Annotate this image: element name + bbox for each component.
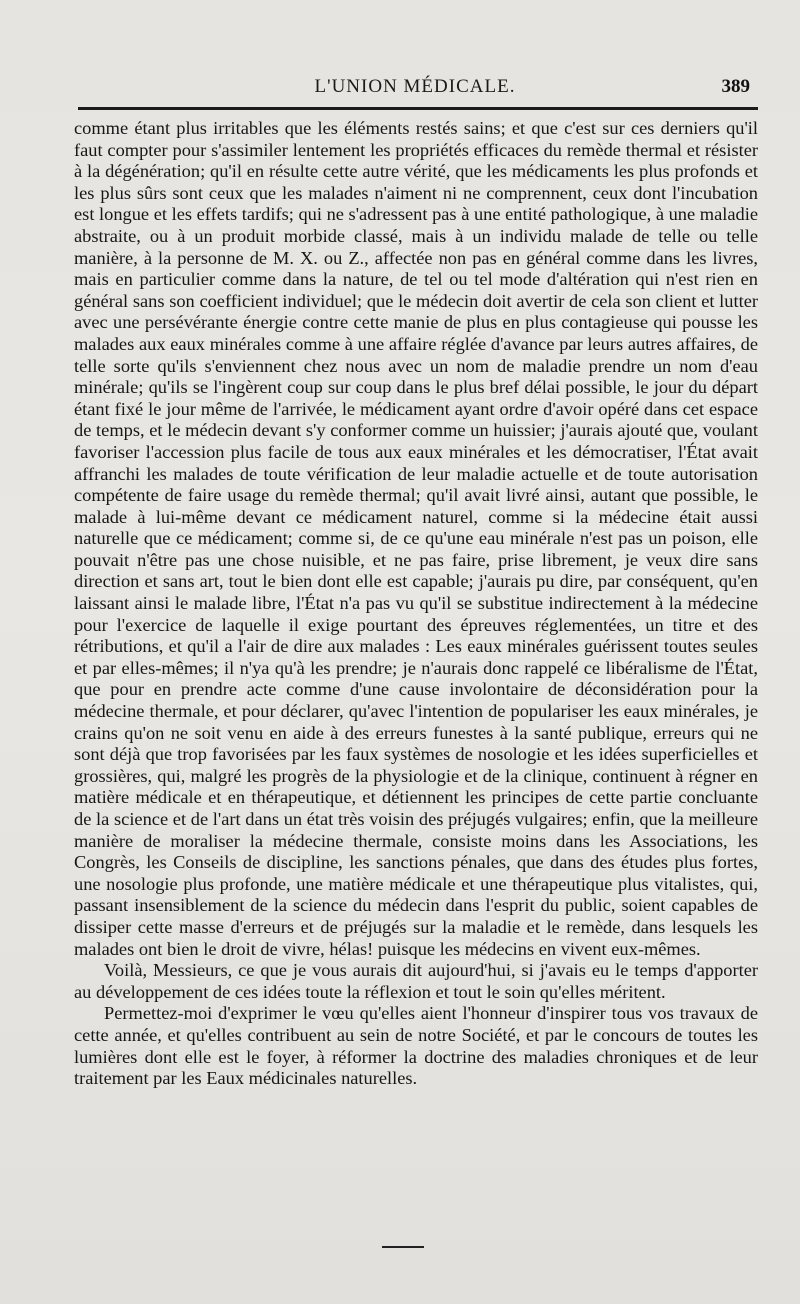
footer-rule <box>382 1246 424 1248</box>
paragraph-1: comme étant plus irritables que les éléments restés sains; et que c'est sur ces derniers qu'il faut compter pour s'assimiler lentement les propriétés efficaces du remède thermal et résister à la dégénération; qu'il en résulte cette autre vérité, que les médicaments les plus profonds et les plus sûrs sont ceux que les malades n'aiment ni ne comprennent, ceux dont l'incubation est longue et les effets tardifs; qui ne s'adressent pas à une entité pathologique, à une maladie abstraite, ou à un produit morbide classé, mais à un individu malade de telle ou telle manière, à la personne de M. X. ou Z., affectée non pas en général comme dans les livres, mais en particulier comme dans la nature, de tel ou tel mode d'altération qui n'est rien en général sans son coefficient individuel; que le médecin doit avertir de cela son client et lutter avec une persévérante énergie contre cette manie de plus en plus contagieuse qui pousse les malades aux eaux minérales comme à une affaire réglée d'avance par leurs autres affaires, de telle sorte qu'ils s'enviennent chez nous avec un nom de maladie prendre un nom d'eau minérale; qu'ils se l'ingèrent coup sur coup dans le plus bref délai possible, le jour du départ étant fixé le jour même de l'arrivée, le médicament ayant ordre d'avoir opéré dans cet espace de temps, et le médecin devant s'y conformer comme un huissier; j'aurais ajouté que, voulant favoriser l'accession plus facile de tous aux eaux minérales et les démocratiser, l'État avait affranchi les malades de toute vérification de leur maladie actuelle et de toute autorisation compétente de faire usage du remède thermal; qu'il avait livré ainsi, autant que possible, le malade à lui-même devant ce médicament naturel, comme si la médecine était aussi naturelle que ce médicament; comme si, de ce qu'une eau minérale n'est pas un poison, elle pouvait n'être pas une chose nuisible, et ne pas faire, prise librement, je veux dire sans direction et sans art, tout le bien dont elle est capable; j'aurais pu dire, par conséquent, qu'en laissant ainsi le malade libre, l'État n'a pas vu qu'il se substitue indirectement à la médecine pour l'exercice de laquelle il exige pourtant des épreuves réglementées, un titre et des rétributions, et qu'il a l'air de dire aux malades : Les eaux minérales guérissent toutes seules et par elles-mêmes; il n'ya qu'à les prendre; je n'aurais donc rappelé ce libéralisme de l'État, que pour en prendre acte comme d'une cause involontaire de déconsidération pour la médecine thermale, et pour déclarer, qu'avec l'intention de populariser les eaux minérales, je crains qu'on ne soit venu en aide à des erreurs funestes à la santé publique, erreurs qui ne sont déjà que trop favorisées par les faux systèmes de nosologie et les idées superficielles et grossières, qui, malgré les progrès de la physiologie et de la clinique, continuent à régner en matière médicale et en thérapeutique, et détiennent les principes de cette partie concluante de la science et de l'art dans un état très voisin des préjugés vulgaires; enfin, que la meilleure manière de moraliser la médecine thermale, consiste moins dans les Associations, les Congrès, les Conseils de discipline, les sanctions pénales, que dans des études plus fortes, une nosologie plus profonde, une matière médicale et une thérapeutique plus vitalistes, qui, passant insensiblement de la science du médecin dans l'esprit du public, soient capables de dissiper cette masse d'erreurs et de préjugés sur la maladie et le remède, dans lesquels les malades ont bien le droit de vivre, hélas! puisque les médecins en vivent eux-mêmes. <box>74 118 758 959</box>
header-rule <box>78 107 758 110</box>
paragraph-2: Voilà, Messieurs, ce que je vous aurais dit aujourd'hui, si j'avais eu le temps d'apporter au développement de ces idées toute la réflexion et tout le soin qu'elles méritent. <box>74 960 758 1002</box>
page-number: 389 <box>721 76 750 97</box>
running-title: L'UNION MÉDICALE. <box>314 76 516 97</box>
body-text <box>74 118 758 1090</box>
page-header <box>70 76 760 102</box>
paragraph-3: Permettez-moi d'exprimer le vœu qu'elles aient l'honneur d'inspirer tous vos travaux de cette année, et qu'elles contribuent au sein de notre Société, et par le concours de toutes les lumières dont elle est le foyer, à réformer la doctrine des maladies chroniques et de leur traitement par les Eaux médicinales naturelles. <box>74 1003 758 1089</box>
